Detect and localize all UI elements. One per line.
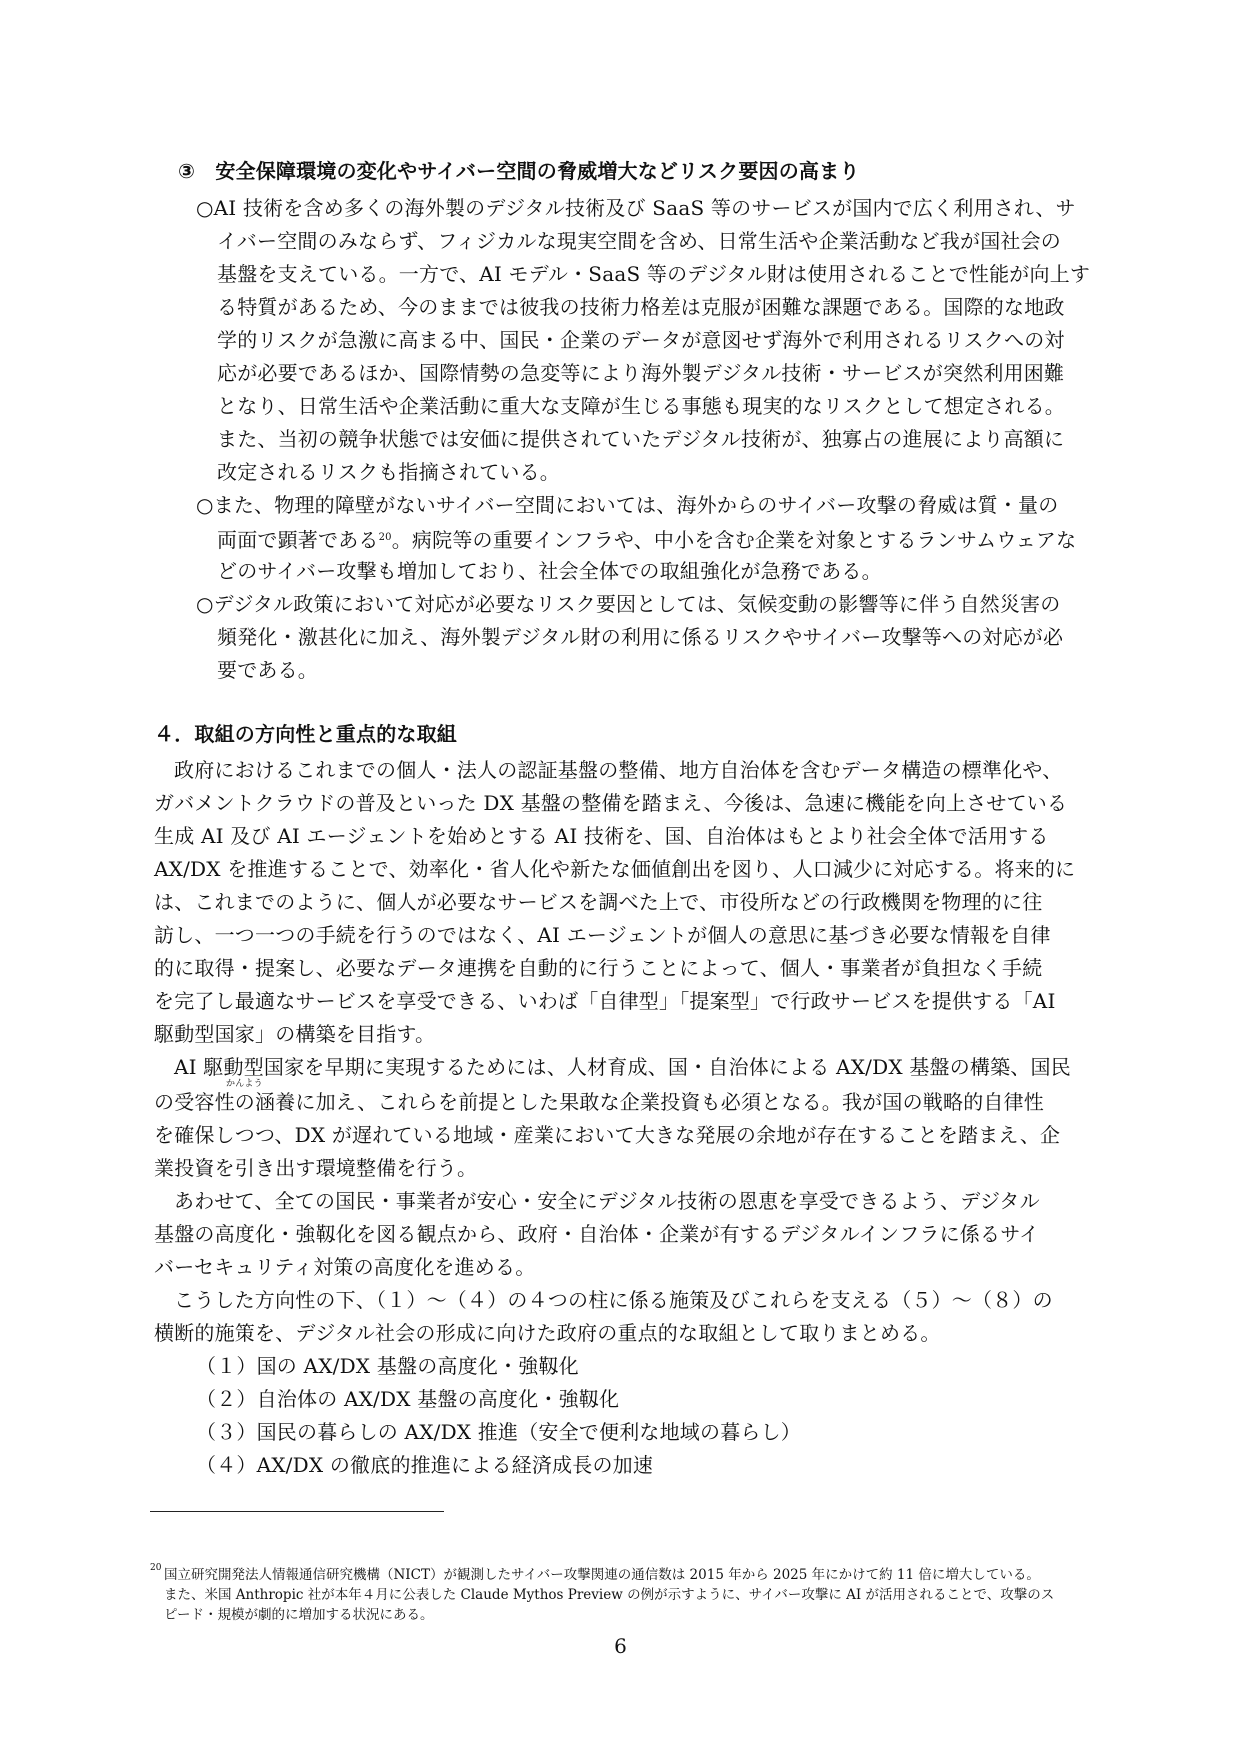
bullet-1-line: イバー空間のみならず、フィジカルな現実空間を含め、日常生活や企業活動など我が国社会の (217, 229, 1061, 253)
footnote-separator (150, 1511, 444, 1512)
paragraph-line: を確保しつつ、DX が遅れている地域・産業において大きな発展の余地が存在することを踏まえ、企 (154, 1123, 1061, 1147)
paragraph-line: 業投資を引き出す環境整備を行う。 (154, 1156, 478, 1180)
paragraph-line: は、これまでのように、個人が必要なサービスを調べた上で、市役所などの行政機関を物理的に往 (154, 890, 1043, 914)
paragraph-line: AX/DX を推進することで、効率化・省人化や新たな価値創出を図り、人口減少に対応する。将来的に (154, 857, 1076, 881)
list-item: （４）AX/DX の徹底的推進による経済成長の加速 (196, 1453, 654, 1477)
bullet-1-line: ○AI 技術を含め多くの海外製のデジタル技術及び SaaS 等のサービスが国内で広く利用され、サ (196, 196, 1076, 220)
footnote-reference: 20 (378, 532, 392, 543)
footnote-line: 国立研究開発法人情報通信研究機構（NICT）が観測したサイバー攻撃関連の通信数は 2015 年から 2025 年にかけて約 11 倍に増大している。 (164, 1567, 1040, 1583)
bullet-3-line: ○デジタル政策において対応が必要なリスク要因としては、気候変動の影響等に伴う自然災害の (196, 592, 1061, 616)
bullet-1-line: る特質があるため、今のままでは彼我の技術力格差は克服が困難な課題である。国際的な地政 (217, 295, 1065, 319)
bullet-1-line: 応が必要であるほか、国際情勢の急変等により海外製デジタル技術・サービスが突然利用困難 (217, 361, 1065, 385)
bullet-1-line: 基盤を支えている。一方で、AI モデル・SaaS 等のデジタル財は使用されることで性能が向上す (217, 262, 1091, 286)
paragraph-line: 生成 AI 及び AI エージェントを始めとする AI 技術を、国、自治体はもとより社会全体で活用する (154, 824, 1049, 848)
footnote-marker: 20 (150, 1563, 162, 1573)
section-4-heading: ４．取組の方向性と重点的な取組 (154, 722, 457, 746)
bullet-3-line: 頻発化・激甚化に加え、海外製デジタル財の利用に係るリスクやサイバー攻撃等への対応が必 (217, 625, 1064, 649)
paragraph-line: 基盤の高度化・強靱化を図る観点から、政府・自治体・企業が有するデジタルインフラに係るサイ (154, 1222, 1040, 1246)
bullet-2-line: 両面で顕著である$^{20}$。病院等の重要インフラや、中小を含む企業を対象とするランサムウェアな (217, 528, 1077, 552)
paragraph-line: 訪し、一つ一つの手続を行うのではなく、AI エージェントが個人の意思に基づき必要な情報を自律 (154, 923, 1051, 947)
bullet-3-line: 要である。 (217, 658, 318, 682)
paragraph-line: ガバメントクラウドの普及といった DX 基盤の整備を踏まえ、今後は、急速に機能を向上させている (154, 791, 1068, 815)
bullet-2-line: ○また、物理的障壁がないサイバー空間においては、海外からのサイバー攻撃の脅威は質・量の (196, 493, 1059, 517)
bullet-1-line: また、当初の競争状態では安価に提供されていたデジタル技術が、独寡占の進展により高額に (217, 427, 1065, 451)
paragraph-line: こうした方向性の下、（１）～（４）の４つの柱に係る施策及びこれらを支える（５）～（８）の (174, 1288, 1053, 1312)
footnote-line: ピード・規模が劇的に増加する状況にある。 (164, 1607, 434, 1623)
list-item: （１）国の AX/DX 基盤の高度化・強靱化 (196, 1354, 579, 1378)
bullet-1-line: となり、日常生活や企業活動に重大な支障が生じる事態も現実的なリスクとして想定される。 (217, 394, 1065, 418)
paragraph-line: の受容性の涵養に加え、これらを前提とした果敢な企業投資も必須となる。我が国の戦略的自律性 (154, 1090, 1044, 1114)
paragraph-line: を完了し最適なサービスを享受できる、いわば「自律型」「提案型」で行政サービスを提供する「AI (154, 989, 1056, 1013)
bullet-1-line: 改定されるリスクも指摘されている。 (217, 460, 560, 484)
bullet-2-line: どのサイバー攻撃も増加しており、社会全体での取組強化が急務である。 (217, 559, 882, 583)
paragraph-line: バーセキュリティ対策の高度化を進める。 (154, 1255, 536, 1279)
page-number: 6 (614, 1634, 627, 1658)
bullet-1-line: 学的リスクが急激に高まる中、国民・企業のデータが意図せず海外で利用されるリスクへの対 (217, 328, 1065, 352)
paragraph-line: 的に取得・提案し、必要なデータ連携を自動的に行うことによって、個人・事業者が負担なく手続 (154, 956, 1043, 980)
footnote-line: また、米国 Anthropic 社が本年４月に公表した Claude Mythos Preview の例が示すように、サイバー攻撃に AI が活用されることで、攻撃のス (164, 1587, 1055, 1603)
list-item: （３）国民の暮らしの AX/DX 推進（安全で便利な地域の暮らし） (196, 1420, 802, 1444)
list-item: （２）自治体の AX/DX 基盤の高度化・強靱化 (196, 1387, 620, 1411)
paragraph-line: 横断的施策を、デジタル社会の形成に向けた政府の重点的な取組として取りまとめる。 (154, 1321, 941, 1345)
paragraph-line: 政府におけるこれまでの個人・法人の認証基盤の整備、地方自治体を含むデータ構造の標準化や、 (174, 758, 1063, 782)
paragraph-line: AI 駆動型国家を早期に実現するためには、人材育成、国・自治体による AX/DX 基盤の構築、国民 (174, 1055, 1071, 1079)
paragraph-line: 駆動型国家」の構築を目指す。 (154, 1022, 436, 1046)
ruby-annotation: かんよう (226, 1079, 263, 1089)
section-3-heading: ③ 安全保障環境の変化やサイバー空間の脅威増大などリスク要因の高まり (178, 159, 860, 183)
paragraph-line: あわせて、全ての国民・事業者が安心・安全にデジタル技術の恩恵を享受できるよう、デジタル (174, 1189, 1040, 1213)
